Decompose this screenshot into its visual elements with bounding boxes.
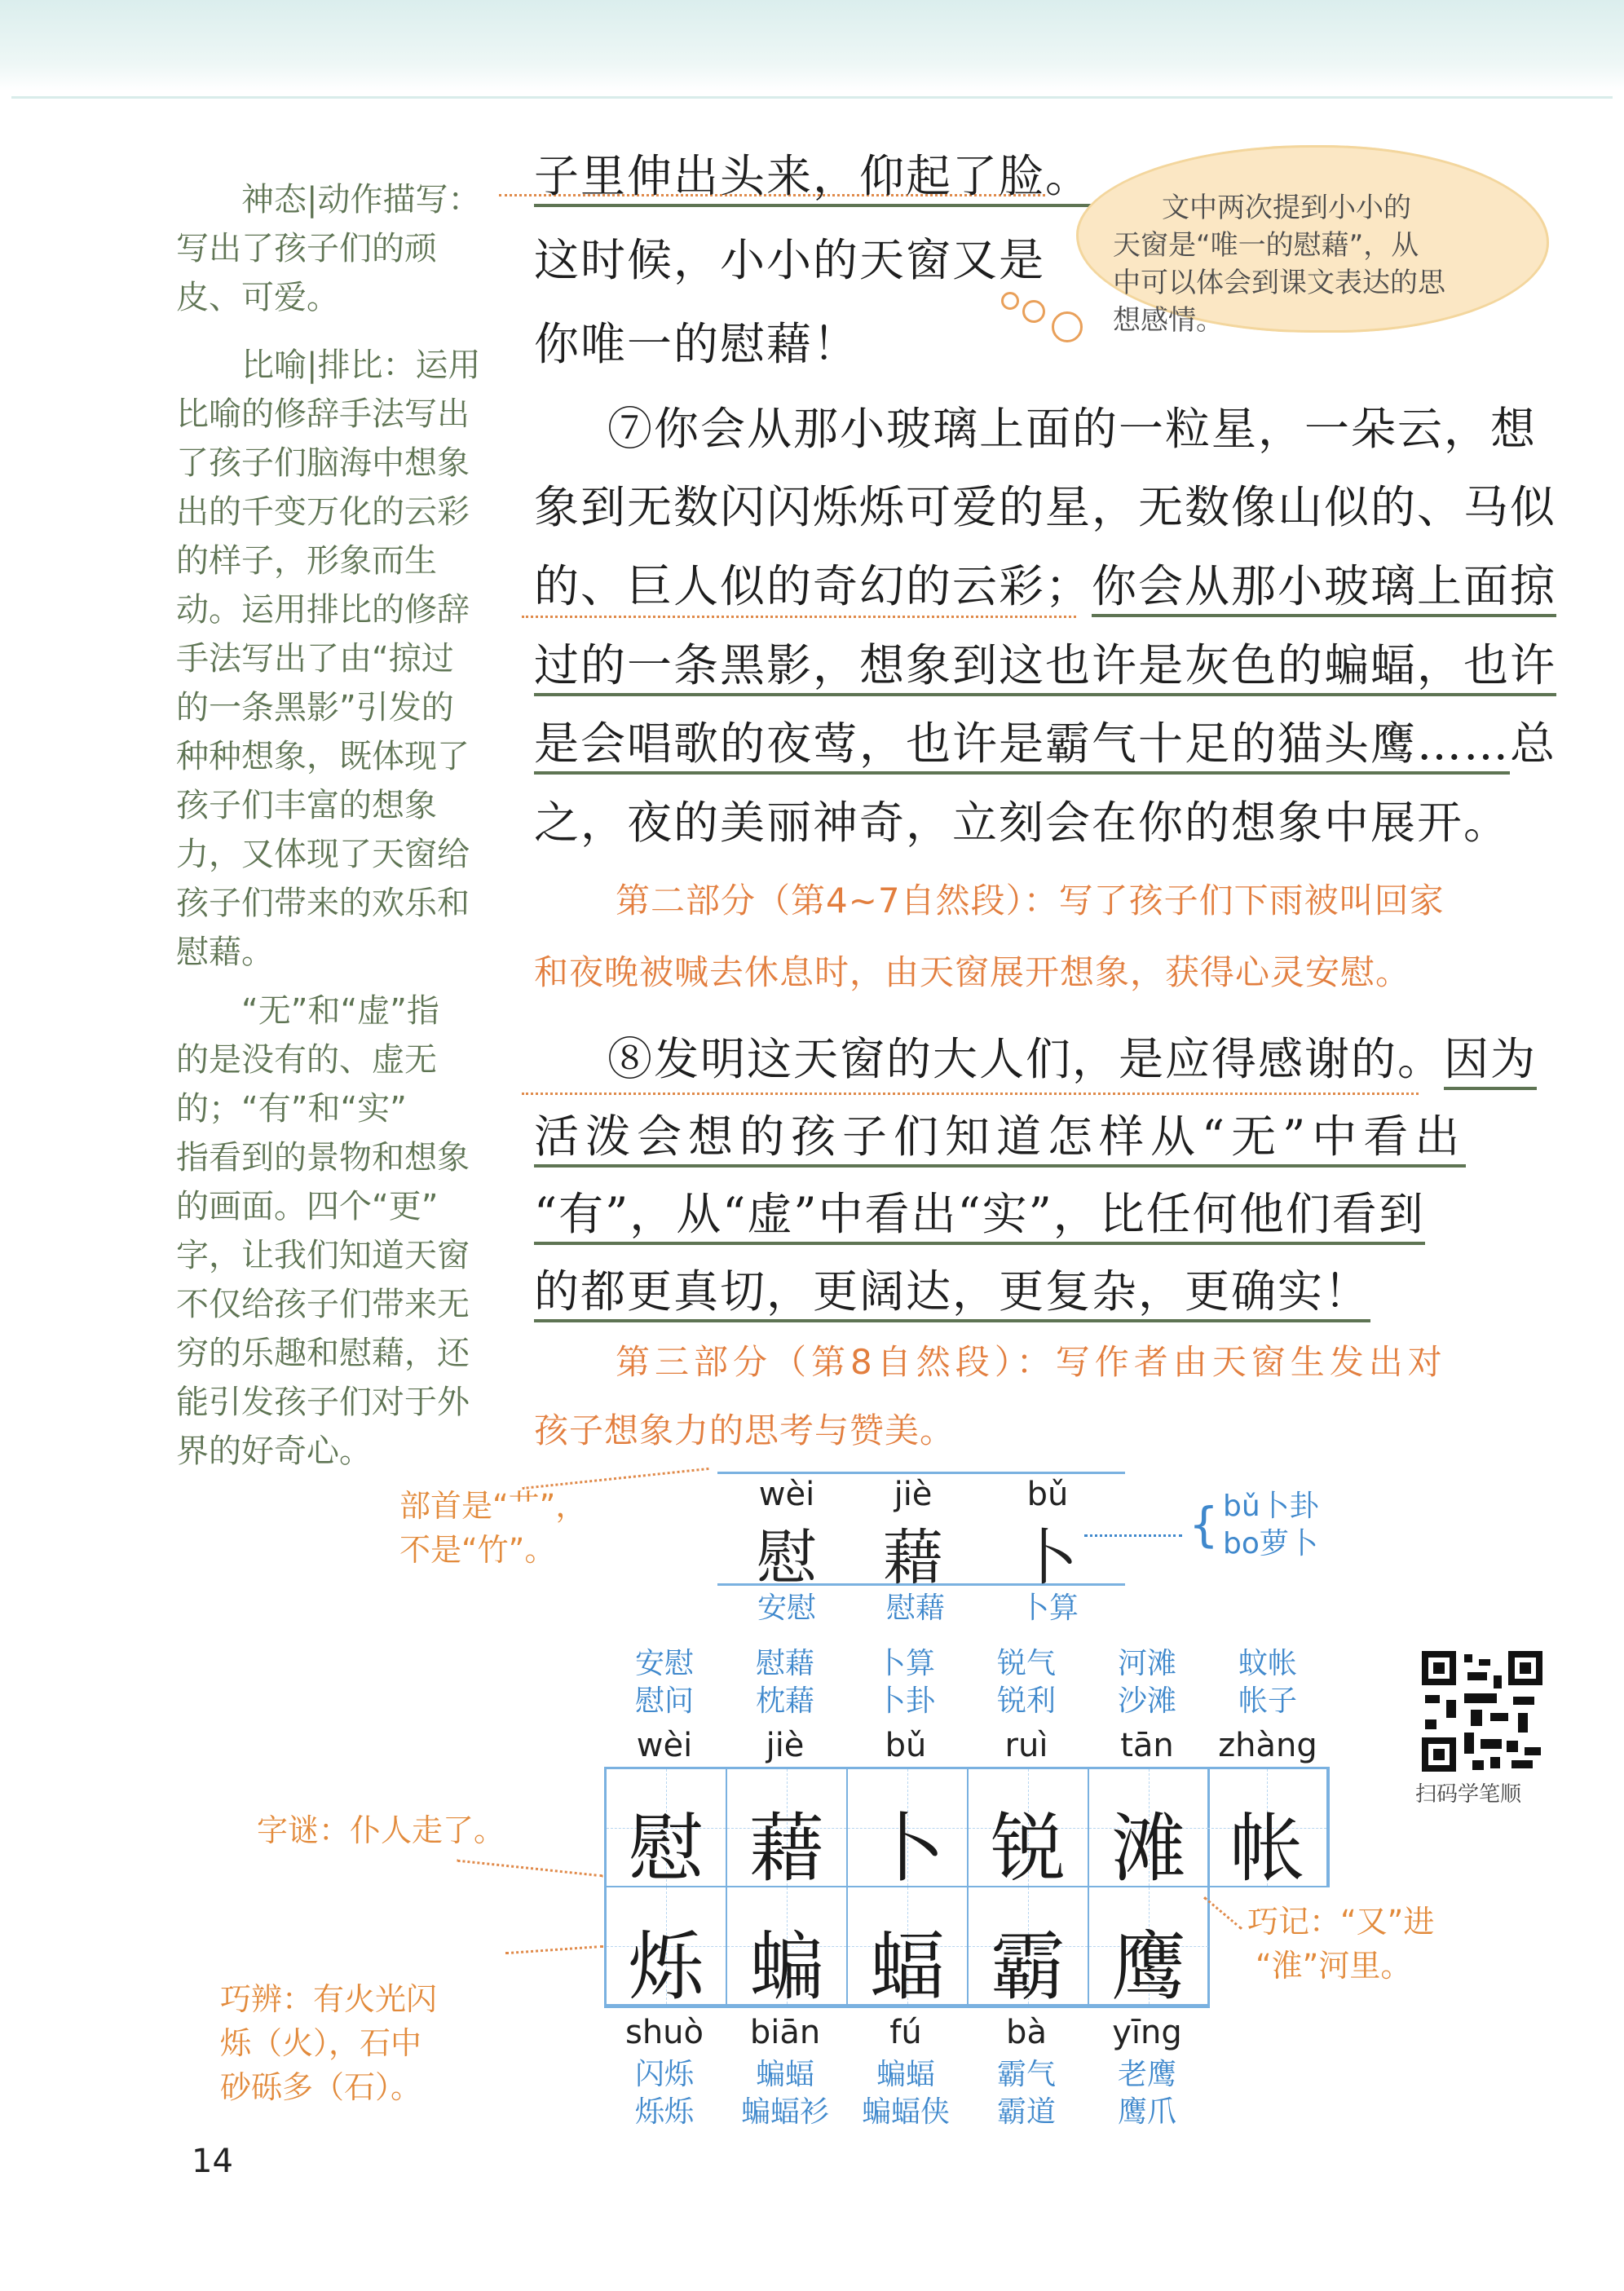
side-note-expression: 神态|动作描写： 写出了孩子们的顽 皮、可爱。: [176, 181, 481, 316]
grid-cell: 蝙: [727, 1887, 848, 2006]
page-number: 14: [192, 2143, 233, 2180]
grid-word: 安慰 慰问: [634, 1647, 694, 1718]
pinyin: ruì: [1004, 1727, 1048, 1764]
text-line: “有”，从“虚”中看出“实”，比任何他们看到: [534, 1178, 1425, 1243]
section-summary: 和夜晚被喊去休息时，由天窗展开想象，获得心灵安慰。: [534, 952, 1411, 992]
pinyin: tān: [1120, 1727, 1174, 1764]
text-line: 之，夜的美丽神奇，立刻会在你的想象中展开。: [534, 797, 1511, 849]
grid-word: 霸气 霸道: [996, 2058, 1056, 2129]
text-line: 象到无数闪闪烁烁可爱的星，无数像山似的、马似: [534, 481, 1557, 533]
grid-edge: [1327, 1767, 1330, 1887]
grid-word: 蚊帐 帐子: [1238, 1647, 1297, 1718]
polyphone-note: bǔ卜卦 bo萝卜: [1223, 1490, 1319, 1560]
connector-line: [522, 616, 1076, 618]
grid-cell: 锐: [969, 1769, 1089, 1887]
text-line: 子里伸出头来，仰起了脸。: [534, 140, 1092, 205]
connector-line: [457, 1860, 602, 1878]
section-summary: 第二部分（第4~7自然段）：写了孩子们下雨被叫回家: [616, 881, 1445, 920]
grid-cell: 鹰: [1089, 1887, 1210, 2006]
text-line: 活泼会想的孩子们知道怎样从“无”中看出: [534, 1101, 1466, 1165]
pinyin: bǔ: [1026, 1476, 1069, 1513]
pinyin: jiè: [766, 1727, 805, 1764]
writing-grid: [604, 1767, 1210, 2011]
grid-word: 闪烁 烁烁: [634, 2058, 694, 2129]
memory-tip: 巧记：“又”进 “淮”河里。: [1247, 1904, 1435, 1984]
grid-cell: 蝠: [848, 1887, 969, 2006]
radical-note: 部首是“艹”， 不是“竹”。: [399, 1488, 587, 1568]
text-line: ⑧发明这天窗的大人们，是应得感谢的。因为: [607, 1023, 1537, 1088]
qr-caption: 扫码学笔顺: [1415, 1782, 1522, 1807]
grid-cell: 霸: [969, 1887, 1089, 2006]
pinyin: biān: [749, 2014, 821, 2051]
vocab-char: 慰: [757, 1523, 817, 1593]
vocab-word: 卜算: [1019, 1591, 1079, 1625]
text-line: 你唯一的慰藉！: [534, 318, 860, 370]
arrow-line: [1084, 1534, 1182, 1537]
text-line: ⑦你会从那小玻璃上面的一粒星，一朵云，想: [607, 403, 1538, 455]
pinyin: bà: [1006, 2014, 1047, 2051]
grid-word: 蝙蝠 蝙蝠衫: [740, 2058, 829, 2129]
grid-word: 老鹰 鹰爪: [1117, 2058, 1176, 2129]
grid-cell: 卜: [848, 1769, 969, 1887]
top-divider: [11, 96, 1613, 99]
grid-word: 河滩 沙滩: [1117, 1647, 1176, 1718]
grid-cell: 慰: [607, 1769, 727, 1887]
thought-text: 文中两次提到小小的 天窗是“唯一的慰藉”，从 中可以体会到课文表达的思 想感情。: [1113, 192, 1445, 337]
pinyin: wèi: [758, 1476, 815, 1513]
text-line: 的、巨人似的奇幻的云彩；你会从那小玻璃上面掠: [534, 550, 1556, 615]
pinyin: bǔ: [885, 1727, 927, 1764]
text-line: 这时候，小小的天窗又是: [534, 234, 1046, 286]
pinyin: yīng: [1112, 2014, 1182, 2051]
pinyin: zhàng: [1218, 1727, 1317, 1764]
grid-edge: [1207, 1767, 1328, 1769]
thought-dot: [1052, 311, 1083, 342]
pinyin: wèi: [636, 1727, 693, 1764]
grid-cell: 滩: [1089, 1769, 1210, 1887]
qr-code[interactable]: [1422, 1651, 1542, 1772]
thought-dot: [1022, 300, 1045, 323]
connector-line: [505, 1945, 603, 1954]
grid-cell: 帐: [1207, 1769, 1328, 1887]
connector-line: [522, 1468, 708, 1490]
pinyin: fú: [889, 2014, 922, 2051]
vocab-frame: [717, 1472, 1125, 1474]
grid-word: 蝙蝠 蝙蝠侠: [861, 2058, 950, 2129]
side-note-wu-xu: “无”和“虚”指 的是没有的、虚无 的；“有”和“实” 指看到的景物和想象 的画面。四个“更” 字，让我们知道天窗 不仅给孩子们带来无 穷的乐趣和慰藉，还 能引发孩子们对于外 界的好奇心。: [176, 992, 470, 1470]
distinguish-tip: 巧辨：有火光闪 烁（火），石中 砂砾多（石）。: [220, 1981, 438, 2105]
grid-cell: 烁: [607, 1887, 727, 2006]
riddle-note: 字谜：仆人走了。: [257, 1812, 505, 1848]
side-note-metaphor: 比喻|排比：运用 比喻的修辞手法写出 了孩子们脑海中想象 出的千变万化的云彩 的样子，形象而生 动。运用排比的修辞 手法写出了由“掠过 的一条黑影”引发的 种种想象，既体现了 孩子们丰富的想象 力，又体现了天窗给 孩子们带来的欢乐和 慰藉。: [176, 347, 481, 971]
grid-word: 慰藉 枕藉: [755, 1647, 814, 1718]
top-band: [0, 0, 1624, 91]
thought-dot: [1001, 292, 1019, 310]
vocab-word: 安慰: [757, 1591, 816, 1625]
vocab-char: 藉: [883, 1523, 943, 1593]
text-line: 过的一条黑影，想象到这也许是灰色的蝙蝠，也许: [534, 629, 1556, 694]
pinyin: shuò: [624, 2014, 704, 2051]
text-line: 的都更真切，更阔达，更复杂，更确实！: [534, 1256, 1370, 1320]
pinyin: jiè: [894, 1476, 933, 1513]
text-line: 是会唱歌的夜莺，也许是霸气十足的猫头鹰……总: [534, 708, 1556, 772]
grid-word: 锐气 锐利: [996, 1647, 1056, 1718]
polyphone-brace: {: [1189, 1497, 1219, 1552]
section-summary: 第三部分（第8自然段）：写作者由天窗生发出对: [616, 1342, 1447, 1382]
section-summary: 孩子想象力的思考与赞美。: [534, 1410, 955, 1450]
vocab-char: 卜: [1017, 1523, 1078, 1593]
grid-cell: 藉: [727, 1769, 848, 1887]
grid-word: 卜算 卜卦: [876, 1647, 935, 1718]
vocab-word: 慰藉: [885, 1591, 945, 1625]
connector-line: [522, 1093, 1419, 1095]
